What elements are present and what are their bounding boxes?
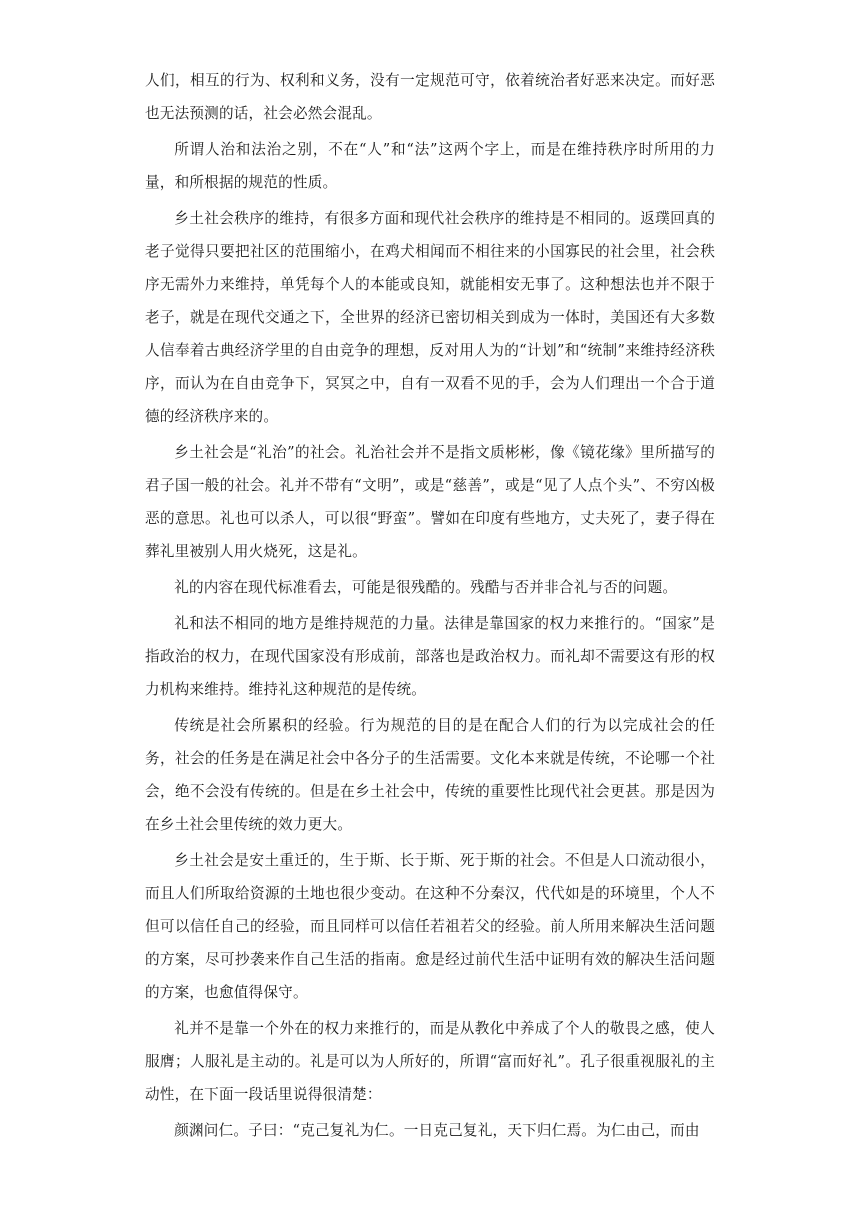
paragraph-10: 颜渊问仁。子曰：“克己复礼为仁。一日克己复礼，天下归仁焉。为仁由己，而由 (174, 1122, 700, 1139)
paragraph-8: 乡土社会是安土重迁的，生于斯、长于斯、死于斯的社会。不但是人口流动很小，而且人们所取给资源的土地也很少变动。在这种不分秦汉，代代如是的环境里，个人不但可以信任自己的经验，而且同样可以信任若祖若父的经验。前人所用来解决生活问题的方案，尽可抄袭来作自己生活的指南。愈是经过前代生活中证明有效的解决生活问题的方案，也愈值得保守。 (145, 852, 715, 1001)
paragraph-2: 所谓人治和法治之别，不在“人”和“法”这两个字上，而是在维持秩序时所用的力量，和所根据的规范的性质。 (145, 141, 715, 191)
paragraph-7: 传统是社会所累积的经验。行为规范的目的是在配合人们的行为以完成社会的任务，社会的任务是在满足社会中各分子的生活需要。文化本来就是传统，不论哪一个社会，绝不会没有传统的。但是在乡土社会中，传统的重要性比现代社会更甚。那是因为在乡土社会里传统的效力更大。 (145, 717, 715, 833)
paragraph-3: 乡土社会秩序的维持，有很多方面和现代社会秩序的维持是不相同的。返璞回真的老子觉得只要把社区的范围缩小，在鸡犬相闻而不相往来的小国寡民的社会里，社会秩序无需外力来维持，单凭每个人的本能或良知，就能相安无事了。这种想法也并不限于老子，就是在现代交通之下，全世界的经济已密切相关到成为一体时，美国还有大多数人信奉着古典经济学里的自由竞争的理想，反对用人为的“计划”和“统制”来维持经济秩序，而认为在自由竞争下，冥冥之中，自有一双看不见的手，会为人们理出一个合于道德的经济秩序来的。 (145, 210, 715, 425)
paragraph-4: 乡土社会是“礼治”的社会。礼治社会并不是指文质彬彬，像《镜花缘》里所描写的君子国一般的社会。礼并不带有“文明”，或是“慈善”，或是“见了人点个头”、不穷凶极恶的意思。礼也可以杀人，可以很“野蛮”。譬如在印度有些地方，丈夫死了，妻子得在葬礼里被别人用火烧死，这是礼。 (145, 444, 715, 560)
paragraph-6: 礼和法不相同的地方是维持规范的力量。法律是靠国家的权力来推行的。“国家”是指政治的权力，在现代国家没有形成前，部落也是政治权力。而礼却不需要这有形的权力机构来维持。维持礼这种规范的是传统。 (145, 615, 715, 698)
paragraph-5: 礼的内容在现代标准看去，可能是很残酷的。残酷与否并非合礼与否的问题。 (174, 579, 678, 596)
paragraph-1: 人们，相互的行为、权利和义务，没有一定规范可守，依着统治者好恶来决定。而好恶也无法预测的话，社会必然会混乱。 (145, 72, 715, 122)
document-body (145, 64, 715, 1150)
paragraph-9: 礼并不是靠一个外在的权力来推行的，而是从教化中养成了个人的敬畏之感，使人服膺；人服礼是主动的。礼是可以为人所好的，所谓“富而好礼”。孔子很重视服礼的主动性，在下面一段话里说得很清楚： (145, 1020, 715, 1103)
